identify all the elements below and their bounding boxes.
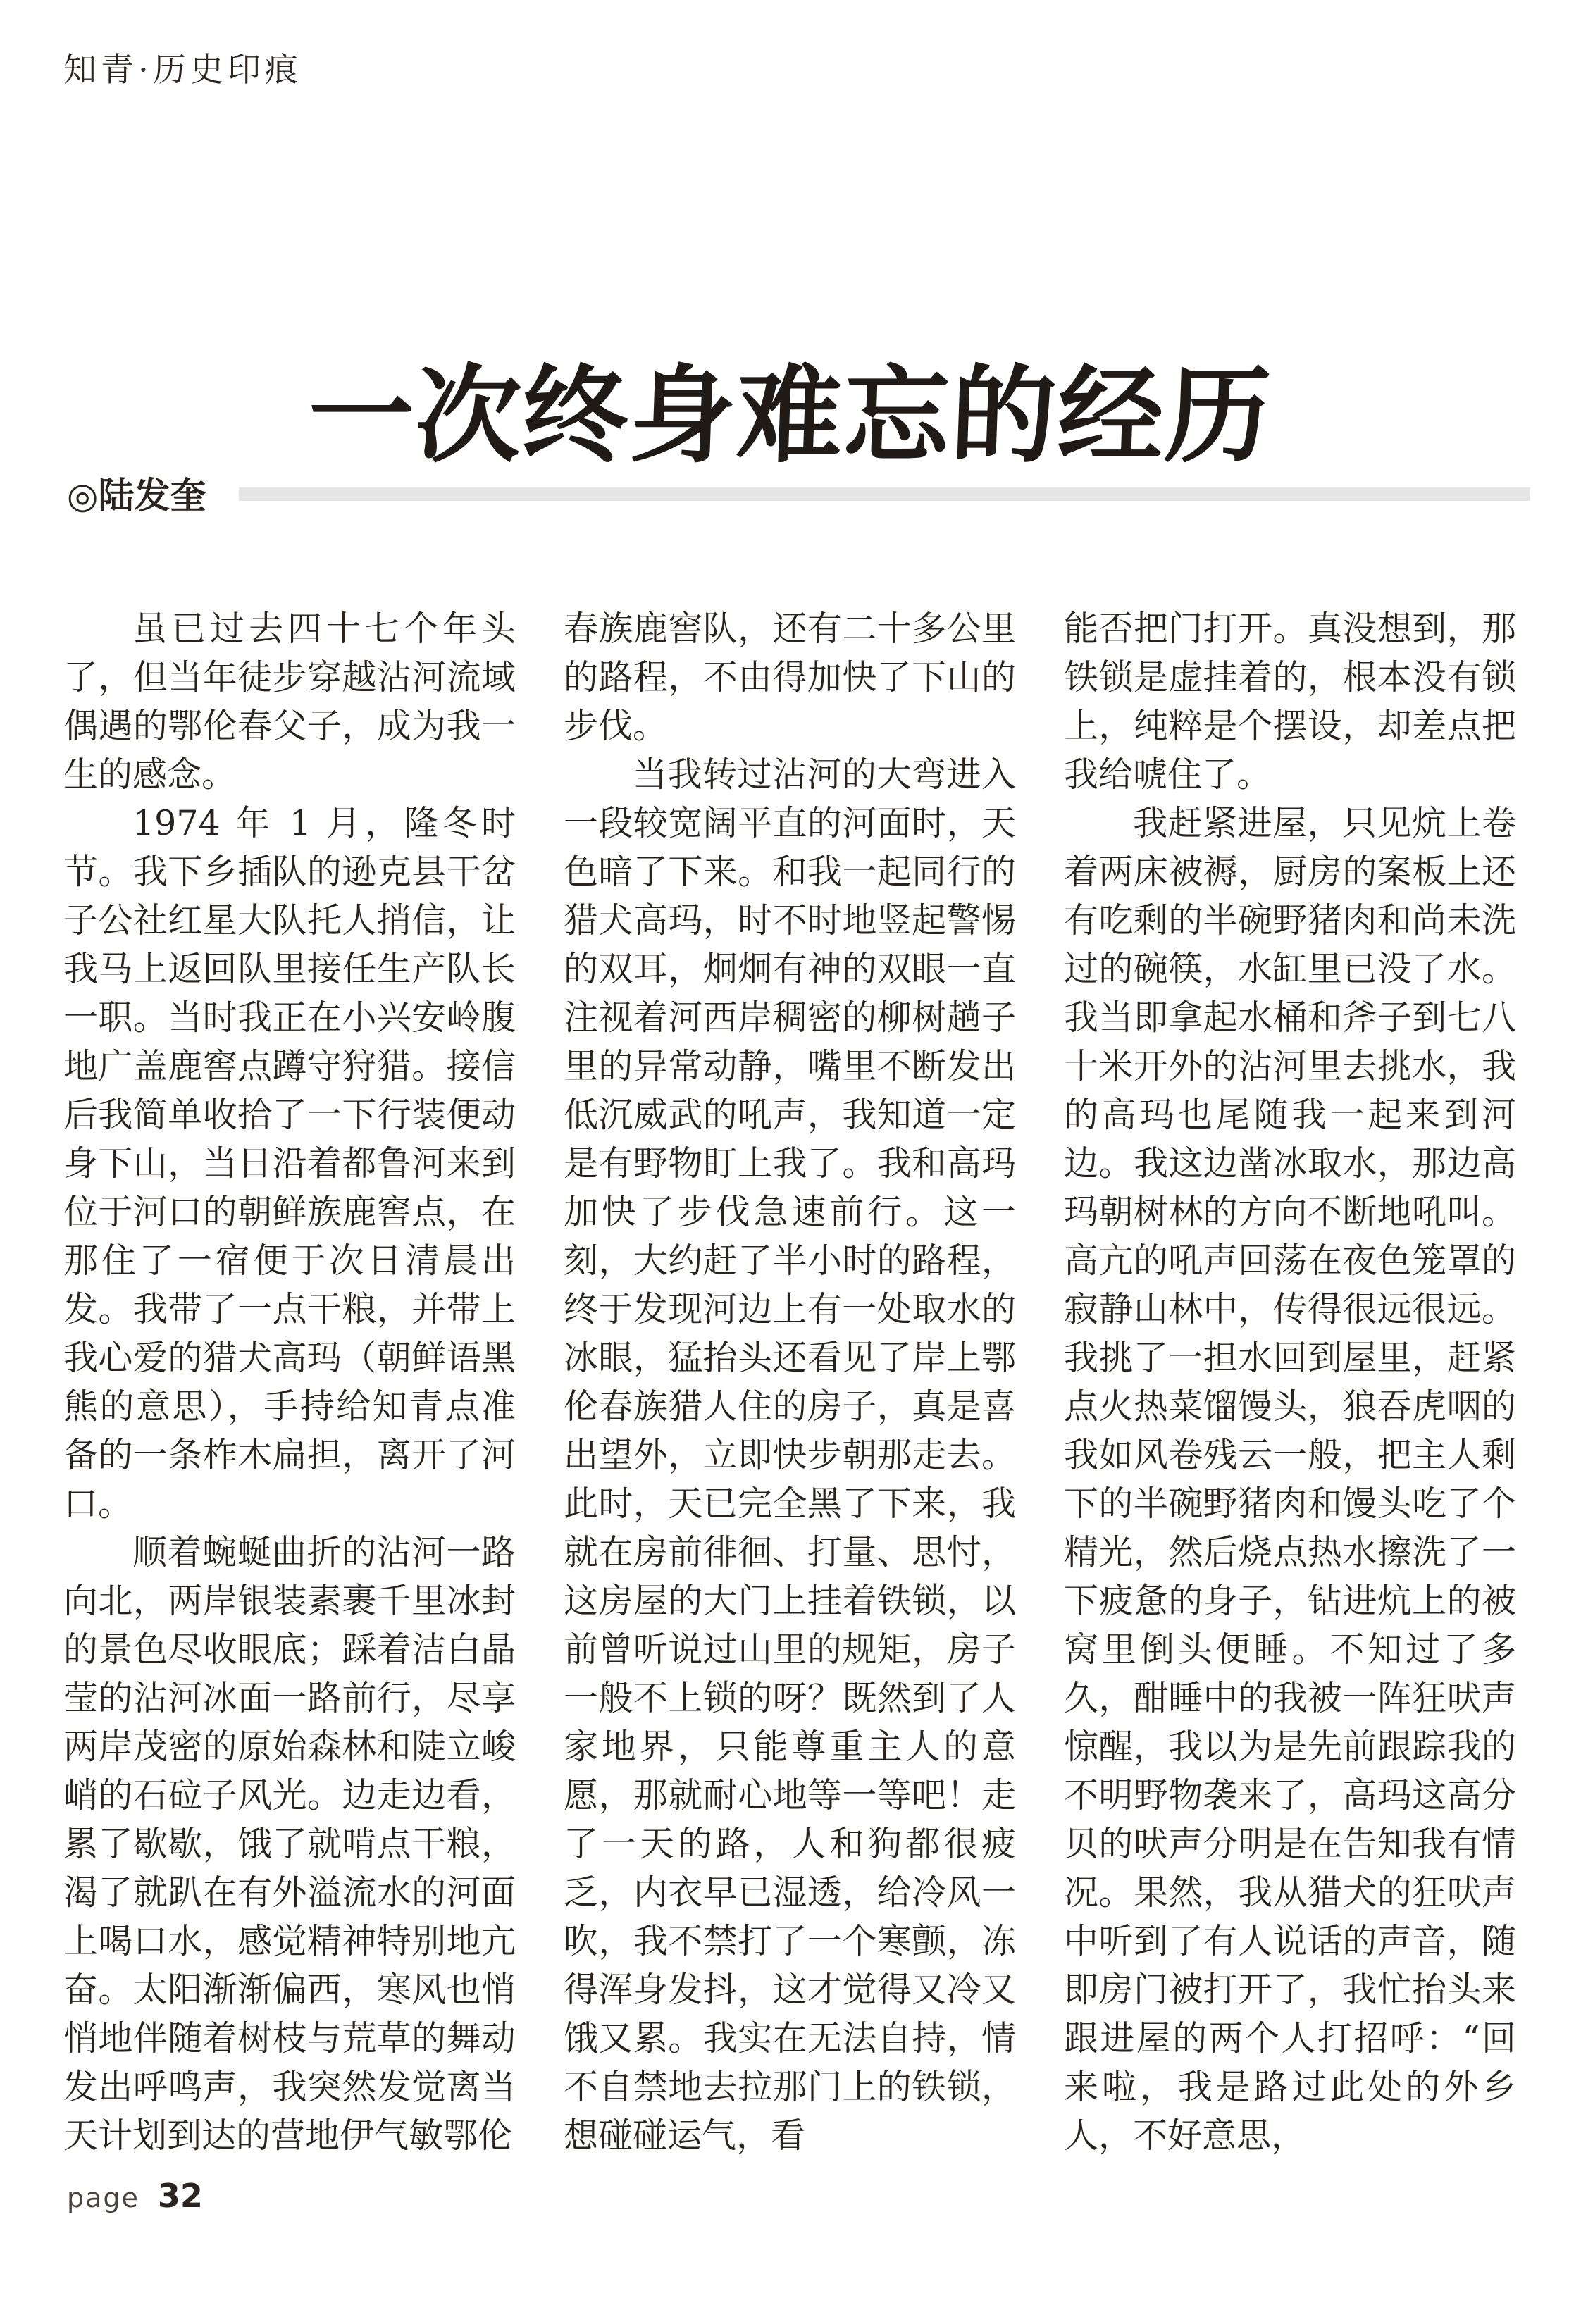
byline-row — [67, 466, 1530, 518]
page-number: 32 — [157, 2177, 203, 2215]
text-column-1 — [63, 604, 516, 2160]
byline-divider — [239, 487, 1530, 501]
paragraph: 1974 年 1 月，隆冬时节。我下乡插队的逊克县干岔子公社红星大队托人捎信，让我马上返回队里接任生产队长一职。当时我正在小兴安岭腹地广盖鹿窖点蹲守狩猎。接信后我简单收拾了一下行装便动身下山，当日沿着都鲁河来到位于河口的朝鲜族鹿窖点，在那住了一宿便于次日清晨出发。我带了一点干粮，并带上我心爱的猎犬高玛（朝鲜语黑熊的意思），手持给知青点准备的一条柞木扁担，离开了河口。 — [63, 803, 516, 1524]
paragraph: 顺着蜿蜒曲折的沾河一路向北，两岸银装素裹千里冰封的景色尽收眼底；踩着洁白晶莹的沾河冰面一路前行，尽享两岸茂密的原始森林和陡立峻峭的石砬子风光。边走边看，累了歇歇，饿了就啃点干粮，渴了就趴在有外溢流水的河面上喝口水，感觉精神特别地亢奋。太阳渐渐偏西，寒风也悄悄地伴随着树枝与荒草的舞动发出呼鸣声，我突然发觉离当天计划到达的营地伊气敏鄂伦 — [63, 1532, 516, 2156]
paragraph-continuation: 春族鹿窖队，还有二十多公里的路程，不由得加快了下山的步伐。 — [564, 609, 1016, 746]
text-column-2 — [564, 604, 1016, 2160]
page-footer — [67, 2177, 203, 2215]
page-label: page — [67, 2182, 140, 2213]
article-title: 一次终身难忘的经历 — [306, 353, 1275, 478]
article-body — [63, 604, 1516, 2160]
paragraph: 虽已过去四十七个年头了，但当年徒步穿越沾河流域偶遇的鄂伦春父子，成为我一生的感念。 — [63, 609, 516, 795]
text-column-3 — [1064, 604, 1516, 2160]
paragraph: 我赶紧进屋，只见炕上卷着两床被褥，厨房的案板上还有吃剩的半碗野猪肉和尚未洗过的碗筷，水缸里已没了水。我当即拿起水桶和斧子到七八十米开外的沾河里去挑水，我的高玛也尾随我一起来到河边。我这边凿冰取水，那边高玛朝树林的方向不断地吼叫。高亢的吼声回荡在夜色笼罩的寂静山林中，传得很远很远。我挑了一担水回到屋里，赶紧点火热菜馏馒头，狼吞虎咽的我如风卷残云一般，把主人剩下的半碗野猪肉和馒头吃了个精光，然后烧点热水擦洗了一下疲惫的身子，钻进炕上的被窝里倒头便睡。不知过了多久，酣睡中的我被一阵狂吠声惊醒，我以为是先前跟踪我的不明野物袭来了，高玛这高分贝的吠声分明是在告知我有情况。果然，我从猎犬的狂吠声中听到了有人说话的声音，随即房门被打开了，我忙抬头来跟进屋的两个人打招呼：“回来啦，我是路过此处的外乡人，不好意思， — [1064, 803, 1516, 2156]
paragraph: 当我转过沾河的大弯进入一段较宽阔平直的河面时，天色暗了下来。和我一起同行的猎犬高玛，时不时地竖起警惕的双耳，炯炯有神的双眼一直注视着河西岸稠密的柳树趟子里的异常动静，嘴里不断发出低沉威武的吼声，我知道一定是有野物盯上我了。我和高玛加快了步伐急速前行。这一刻，大约赶了半小时的路程，终于发现河边上有一处取水的冰眼，猛抬头还看见了岸上鄂伦春族猎人住的房子，真是喜出望外，立即快步朝那走去。此时，天已完全黑了下来，我就在房前徘徊、打量、思忖，这房屋的大门上挂着铁锁，以前曾听说过山里的规矩，房子一般不上锁的呀？既然到了人家地界，只能尊重主人的意愿，那就耐心地等一等吧！走了一天的路，人和狗都很疲乏，内衣早已湿透，给冷风一吹，我不禁打了一个寒颤，冻得浑身发抖，这才觉得又冷又饿又累。我实在无法自持，情不自禁地去拉那门上的铁锁，想碰碰运气，看 — [564, 754, 1016, 2156]
section-label: 知青·历史印痕 — [63, 51, 302, 89]
paragraph-continuation: 能否把门打开。真没想到，那铁锁是虚挂着的，根本没有锁上，纯粹是个摆设，却差点把我给唬住了。 — [1064, 609, 1516, 795]
author-name: ◎陆发奎 — [67, 476, 206, 517]
